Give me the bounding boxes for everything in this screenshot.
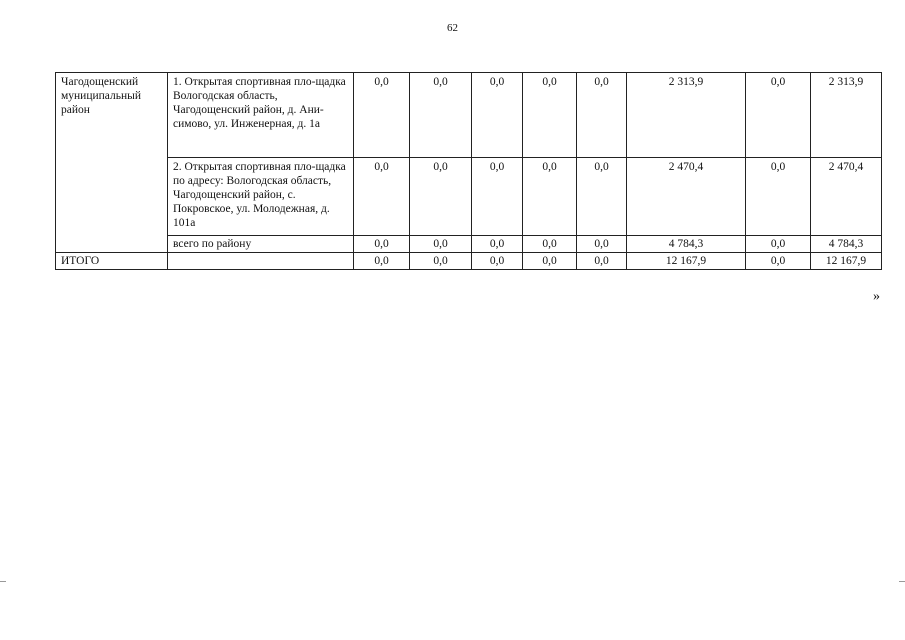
- value-cell: 12 167,9: [627, 253, 746, 270]
- district-cell: Чагодощенский муниципальный район: [56, 73, 168, 253]
- value-cell: 0,0: [472, 253, 523, 270]
- value-cell: 0,0: [523, 73, 577, 158]
- value-cell: 2 313,9: [627, 73, 746, 158]
- value-cell: 0,0: [523, 158, 577, 236]
- value-cell: 0,0: [472, 73, 523, 158]
- value-cell: 12 167,9: [811, 253, 882, 270]
- subtotal-row: [56, 236, 882, 253]
- total-label: ИТОГО: [56, 253, 168, 270]
- value-cell: 0,0: [472, 158, 523, 236]
- left-margin-mark: [0, 581, 6, 582]
- value-cell: 2 313,9: [811, 73, 882, 158]
- value-cell: 0,0: [523, 253, 577, 270]
- value-cell: 0,0: [577, 158, 627, 236]
- value-cell: 2 470,4: [627, 158, 746, 236]
- total-row: [56, 253, 882, 270]
- page-number: 62: [447, 22, 458, 34]
- value-cell: 0,0: [410, 158, 472, 236]
- value-cell: 0,0: [746, 158, 811, 236]
- value-cell: 0,0: [354, 253, 410, 270]
- value-cell: 0,0: [472, 236, 523, 253]
- value-cell: 0,0: [523, 236, 577, 253]
- value-cell: 4 784,3: [627, 236, 746, 253]
- value-cell: 0,0: [410, 73, 472, 158]
- value-cell: 0,0: [577, 73, 627, 158]
- budget-table: [55, 72, 882, 270]
- value-cell: 4 784,3: [811, 236, 882, 253]
- closing-quote-mark: »: [873, 289, 880, 304]
- value-cell: 0,0: [410, 253, 472, 270]
- value-cell: 0,0: [354, 158, 410, 236]
- object-cell: 1. Открытая спортивная пло-щадка Вологодская область, Чагодощенский район, д. Ани-симово, ул. Инженерная, д. 1а: [168, 73, 354, 158]
- right-margin-mark: [899, 581, 905, 582]
- value-cell: 0,0: [746, 236, 811, 253]
- table-row: [56, 158, 882, 236]
- value-cell: 0,0: [746, 73, 811, 158]
- value-cell: 0,0: [354, 236, 410, 253]
- value-cell: 0,0: [746, 253, 811, 270]
- value-cell: 2 470,4: [811, 158, 882, 236]
- object-cell: 2. Открытая спортивная пло-щадка по адресу: Вологодская область, Чагодощенский район, с. Покровское, ул. Молодежная, д. 101а: [168, 158, 354, 236]
- value-cell: 0,0: [354, 73, 410, 158]
- value-cell: 0,0: [577, 253, 627, 270]
- table-row: [56, 73, 882, 158]
- subtotal-label: всего по району: [168, 236, 354, 253]
- value-cell: 0,0: [410, 236, 472, 253]
- value-cell: 0,0: [577, 236, 627, 253]
- empty-cell: [168, 253, 354, 270]
